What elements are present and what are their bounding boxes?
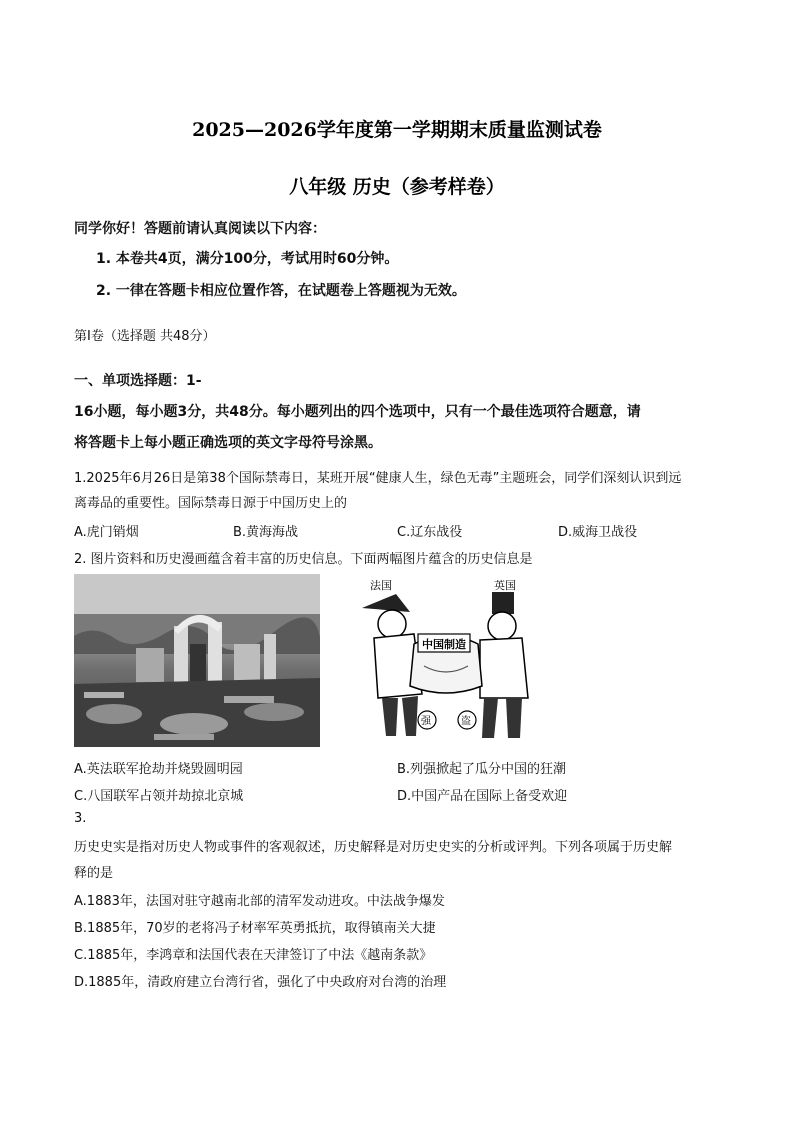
- q2-option-b: B.列强掀起了瓜分中国的狂潮: [397, 762, 567, 777]
- q2-stem: 2. 图片资料和历史漫画蕴含着丰富的历史信息。下面两幅图片蕴含的历史信息是: [74, 552, 533, 567]
- imperialist-cartoon: [352, 574, 538, 754]
- q3-number: 3.: [74, 811, 87, 826]
- notice-item-2: 2. 一律在答题卡相应位置作答，在试题卷上答题视为无效。: [96, 283, 466, 299]
- section-heading-line-2: 16小题，每小题3分，共48分。每小题列出的四个选项中，只有一个最佳选项符合题意，请: [74, 404, 641, 420]
- cartoon-tag-2: 盗: [461, 716, 471, 727]
- q3-stem-line-2: 释的是: [74, 866, 114, 881]
- exam-title: 2025—2026学年度第一学期期末质量监测试卷: [192, 119, 602, 141]
- q2-option-d: D.中国产品在国际上备受欢迎: [397, 789, 568, 804]
- q2-option-a: A.英法联军抢劫并烧毁圆明园: [74, 762, 243, 777]
- q2-option-c: C.八国联军占领并劫掠北京城: [74, 789, 244, 804]
- q3-option-a: A.1883年，法国对驻守越南北部的清军发动进攻。中法战争爆发: [74, 894, 445, 909]
- q3-option-b: B.1885年，70岁的老将冯子材率军英勇抵抗，取得镇南关大捷: [74, 921, 436, 936]
- notice-item-1: 1. 本卷共4页，满分100分，考试用时60分钟。: [96, 251, 399, 267]
- q3-option-c: C.1885年，李鸿章和法国代表在天津签订了中法《越南条款》: [74, 948, 433, 963]
- cartoon-tag-1: 强: [421, 716, 431, 727]
- q3-stem-line-1: 历史史实是指对历史人物或事件的客观叙述，历史解释是对历史史实的分析或评判。下列各项属于历史解: [74, 840, 673, 855]
- q3-option-d: D.1885年，清政府建立台湾行省，强化了中央政府对台湾的治理: [74, 975, 447, 990]
- exam-subtitle: 八年级 历史（参考样卷）: [289, 176, 505, 198]
- cartoon-label-france: 法国: [370, 579, 392, 592]
- section-heading-line-3: 将答题卡上每小题正确选项的英文字母符号涂黑。: [74, 435, 382, 451]
- section-title: 第Ⅰ卷（选择题 共48分）: [74, 329, 216, 344]
- cartoon-label-britain: 英国: [494, 579, 516, 592]
- q1-stem-line-1: 1.2025年6月26日是第38个国际禁毒日，某班开展“健康人生，绿色无毒”主题班会，同学们深刻认识到远: [74, 471, 682, 486]
- notice-greeting: 同学你好！答题前请认真阅读以下内容：: [74, 221, 326, 237]
- q1-option-c: C.辽东战役: [397, 525, 463, 540]
- cartoon-banner: 中国制造: [422, 638, 466, 651]
- section-heading-line-1: 一、单项选择题：1-: [74, 373, 202, 389]
- ruins-photo: [74, 574, 320, 747]
- q1-stem-line-2: 离毒品的重要性。国际禁毒日源于中国历史上的: [74, 496, 348, 511]
- q1-option-a: A.虎门销烟: [74, 525, 139, 540]
- q1-option-b: B.黄海海战: [233, 525, 299, 540]
- q1-option-d: D.威海卫战役: [558, 525, 638, 540]
